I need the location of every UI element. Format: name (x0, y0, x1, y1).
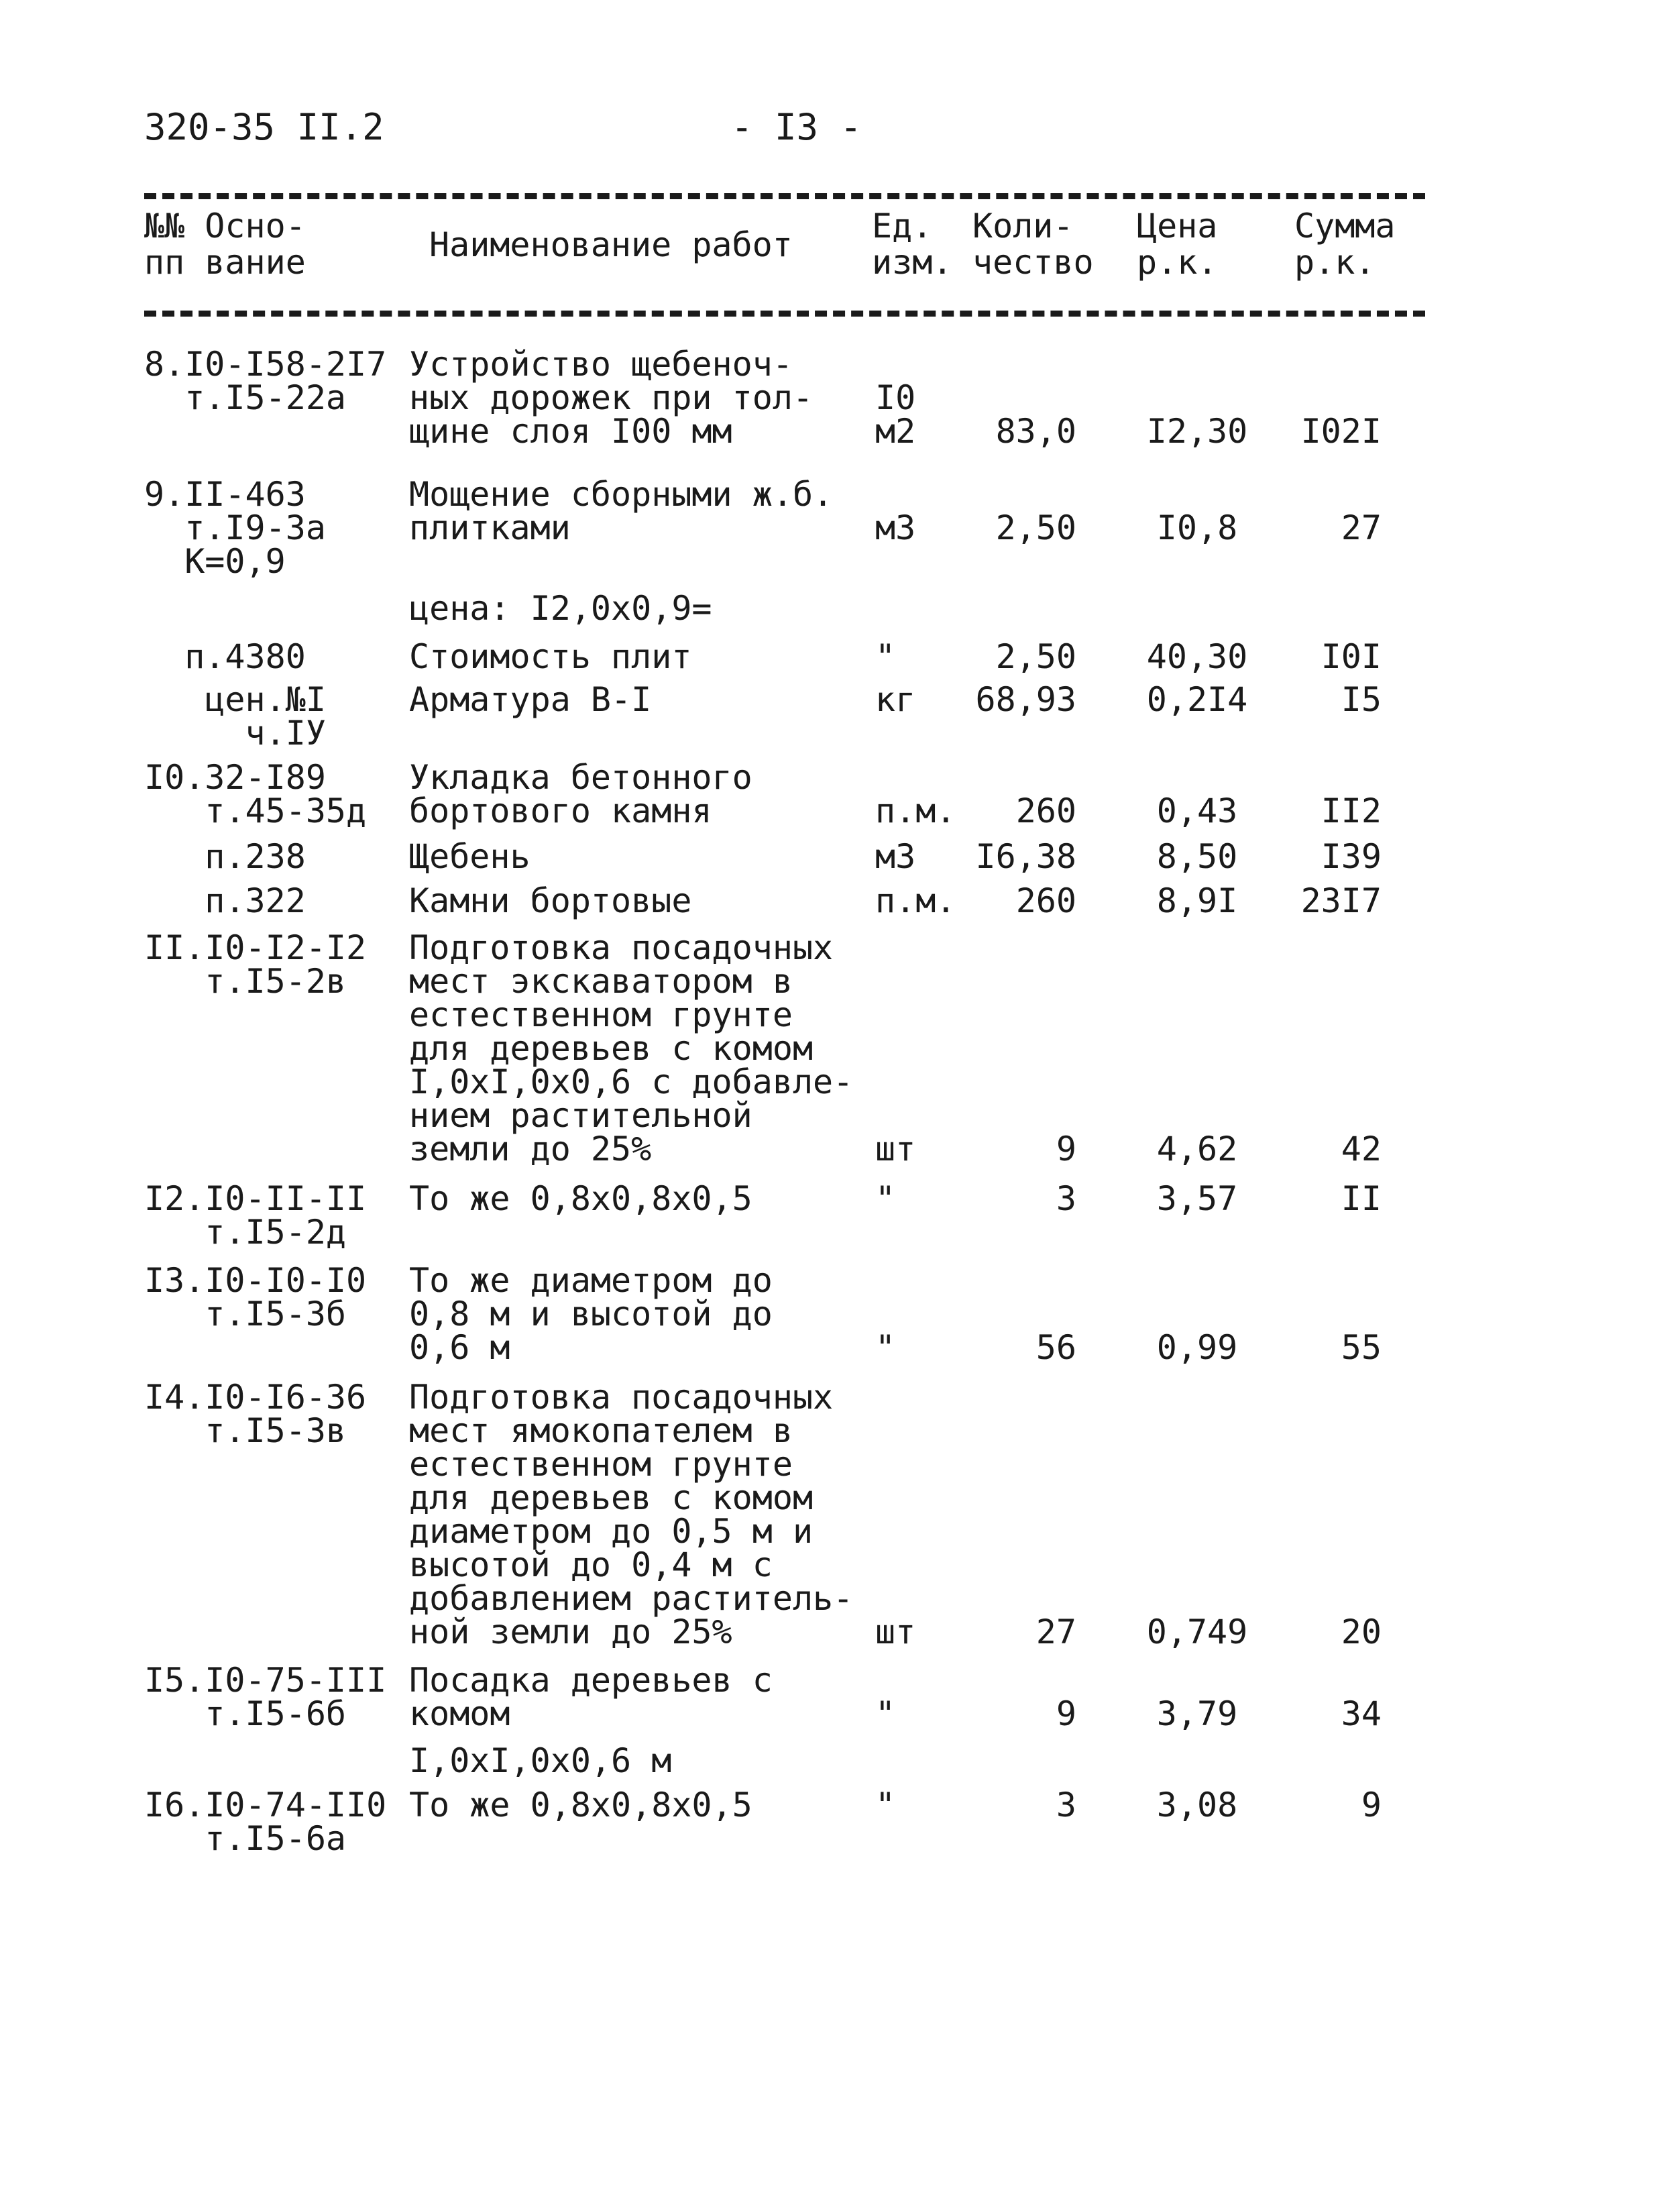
row-basis: цен.№I ч.IУ (205, 680, 326, 753)
row-sum: 23I7 (1300, 881, 1382, 920)
row-basis: п.322 (144, 881, 306, 920)
table-row (0, 345, 1680, 451)
row-work-name: Арматура В-I (409, 680, 652, 719)
table-row (0, 680, 1680, 753)
column-header-number-basis: №№ Осно- пп вание (144, 207, 306, 282)
row-unit: " (875, 1328, 896, 1367)
page-header (0, 106, 1680, 158)
table-row (0, 1786, 1680, 1858)
row-quantity: 260 (1015, 881, 1076, 920)
table-row (0, 881, 1680, 920)
row-quantity: I6,38 (975, 837, 1076, 876)
row-sum: I0I (1321, 637, 1382, 676)
row-work-name: Подготовка посадочных мест ямокопателем в естественном грунте для деревьев с комом диаметром до 0,5 м и высотой до 0,4 м с добавлением раститель- ной земли до 25% (409, 1378, 854, 1651)
row-basis: 8.I0-I58-2I7 т.I5-22а (144, 345, 387, 417)
header-dashed-rule (144, 311, 1425, 317)
column-header-quantity: Коли- чество (972, 207, 1094, 282)
row-price: 8,50 (1156, 837, 1238, 876)
row-unit: п.м. (875, 791, 956, 830)
row-price: 0,749 (1146, 1613, 1248, 1651)
column-header-work-name: Наименование работ (429, 225, 793, 264)
row-price: 3,57 (1156, 1179, 1238, 1218)
row-unit: м3 (875, 508, 916, 547)
row-quantity: 83,0 (995, 412, 1076, 451)
row-price: 0,99 (1156, 1328, 1238, 1367)
table-row (0, 589, 1680, 628)
row-price: I0,8 (1156, 508, 1238, 547)
row-quantity: 9 (1056, 1130, 1076, 1168)
row-price: 8,9I (1156, 881, 1238, 920)
row-unit: I0 м2 (875, 378, 916, 451)
page-number: - I3 - (731, 106, 862, 148)
row-sum: I5 (1341, 680, 1382, 719)
column-header-price: Цена р.к. (1137, 207, 1218, 282)
row-basis: I4.I0-I6-36 т.I5-3в (144, 1378, 367, 1450)
document-code: 320-35 II.2 (144, 106, 384, 148)
table-row (0, 1261, 1680, 1367)
row-basis: I5.I0-75-III т.I5-6б (144, 1661, 387, 1733)
row-sum: 27 (1341, 508, 1382, 547)
row-basis: I2.I0-II-II т.I5-2д (144, 1179, 367, 1252)
row-quantity: 3 (1056, 1786, 1076, 1824)
row-sum: 34 (1341, 1694, 1382, 1733)
row-sum: 42 (1341, 1130, 1382, 1168)
row-quantity: 27 (1035, 1613, 1076, 1651)
row-work-name: Мощение сборными ж.б. плитками (409, 475, 834, 547)
row-price: I2,30 (1146, 412, 1248, 451)
row-basis: II.I0-I2-I2 т.I5-2в (144, 928, 367, 1001)
row-price: 3,08 (1156, 1786, 1238, 1824)
row-price: 40,30 (1146, 637, 1248, 676)
row-basis: п.4380 (144, 637, 306, 676)
row-work-name: Посадка деревьев с комом (409, 1661, 773, 1733)
row-quantity: 3 (1056, 1179, 1076, 1218)
column-header-unit: Ед. изм. (872, 207, 953, 282)
row-sum: 55 (1341, 1328, 1382, 1367)
row-work-name: Щебень (409, 837, 530, 876)
row-quantity: 2,50 (995, 508, 1076, 547)
table-row (0, 1380, 1680, 1649)
row-sum: II2 (1321, 791, 1382, 830)
row-sum: 9 (1361, 1786, 1382, 1824)
table-row (0, 1741, 1680, 1780)
row-unit: м3 (875, 837, 916, 876)
row-unit: кг (875, 680, 916, 719)
row-work-name: I,0хI,0х0,6 м (409, 1741, 672, 1780)
row-basis: I0.32-I89 т.45-35д (144, 758, 367, 830)
row-sum: I39 (1321, 837, 1382, 876)
top-dashed-rule (144, 193, 1425, 199)
row-work-name: Подготовка посадочных мест экскаватором в естественном грунте для деревьев с комом I,0хI,0х0,6 с добавле- нием растительной земли до 25% (409, 928, 854, 1168)
table-row (0, 1179, 1680, 1252)
row-sum: II (1341, 1179, 1382, 1218)
row-quantity: 2,50 (995, 637, 1076, 676)
row-basis: I6.I0-74-II0 т.I5-6а (144, 1786, 387, 1858)
table-row (0, 637, 1680, 676)
row-work-name: Укладка бетонного бортового камня (409, 758, 752, 830)
row-unit: п.м. (875, 881, 956, 920)
row-work-name: Устройство щебеноч- ных дорожек при тол- щине слоя I00 мм (409, 345, 814, 451)
table-row (0, 758, 1680, 830)
table-row (0, 928, 1680, 1168)
row-price: 3,79 (1156, 1694, 1238, 1733)
row-unit: " (875, 1179, 896, 1218)
table-row (0, 837, 1680, 876)
row-work-name: То же 0,8х0,8х0,5 (409, 1179, 752, 1218)
table-row (0, 475, 1680, 581)
row-unit: шт (875, 1130, 916, 1168)
estimate-table-body (0, 335, 1680, 1858)
row-quantity: 260 (1015, 791, 1076, 830)
row-work-name: Стоимость плит (409, 637, 692, 676)
row-work-name: То же диаметром до 0,8 м и высотой до 0,6 м (409, 1261, 773, 1367)
row-price: 0,2I4 (1146, 680, 1248, 719)
row-unit: шт (875, 1613, 916, 1651)
row-price: 4,62 (1156, 1130, 1238, 1168)
row-unit: " (875, 1694, 896, 1733)
column-header-sum: Сумма р.к. (1294, 207, 1396, 282)
row-work-name: Камни бортовые (409, 881, 692, 920)
row-quantity: 68,93 (975, 680, 1076, 719)
row-basis: 9.II-463 т.I9-3а К=0,9 (144, 475, 326, 581)
row-work-name: цена: I2,0х0,9= (409, 589, 712, 628)
row-unit: " (875, 1786, 896, 1824)
row-sum: I02I (1300, 412, 1382, 451)
row-work-name: То же 0,8х0,8х0,5 (409, 1786, 752, 1824)
row-basis: I3.I0-I0-I0 т.I5-3б (144, 1261, 367, 1333)
row-unit: " (875, 637, 896, 676)
table-row (0, 1663, 1680, 1731)
row-quantity: 56 (1035, 1328, 1076, 1367)
row-sum: 20 (1341, 1613, 1382, 1651)
row-basis: п.238 (144, 837, 306, 876)
row-price: 0,43 (1156, 791, 1238, 830)
row-quantity: 9 (1056, 1694, 1076, 1733)
